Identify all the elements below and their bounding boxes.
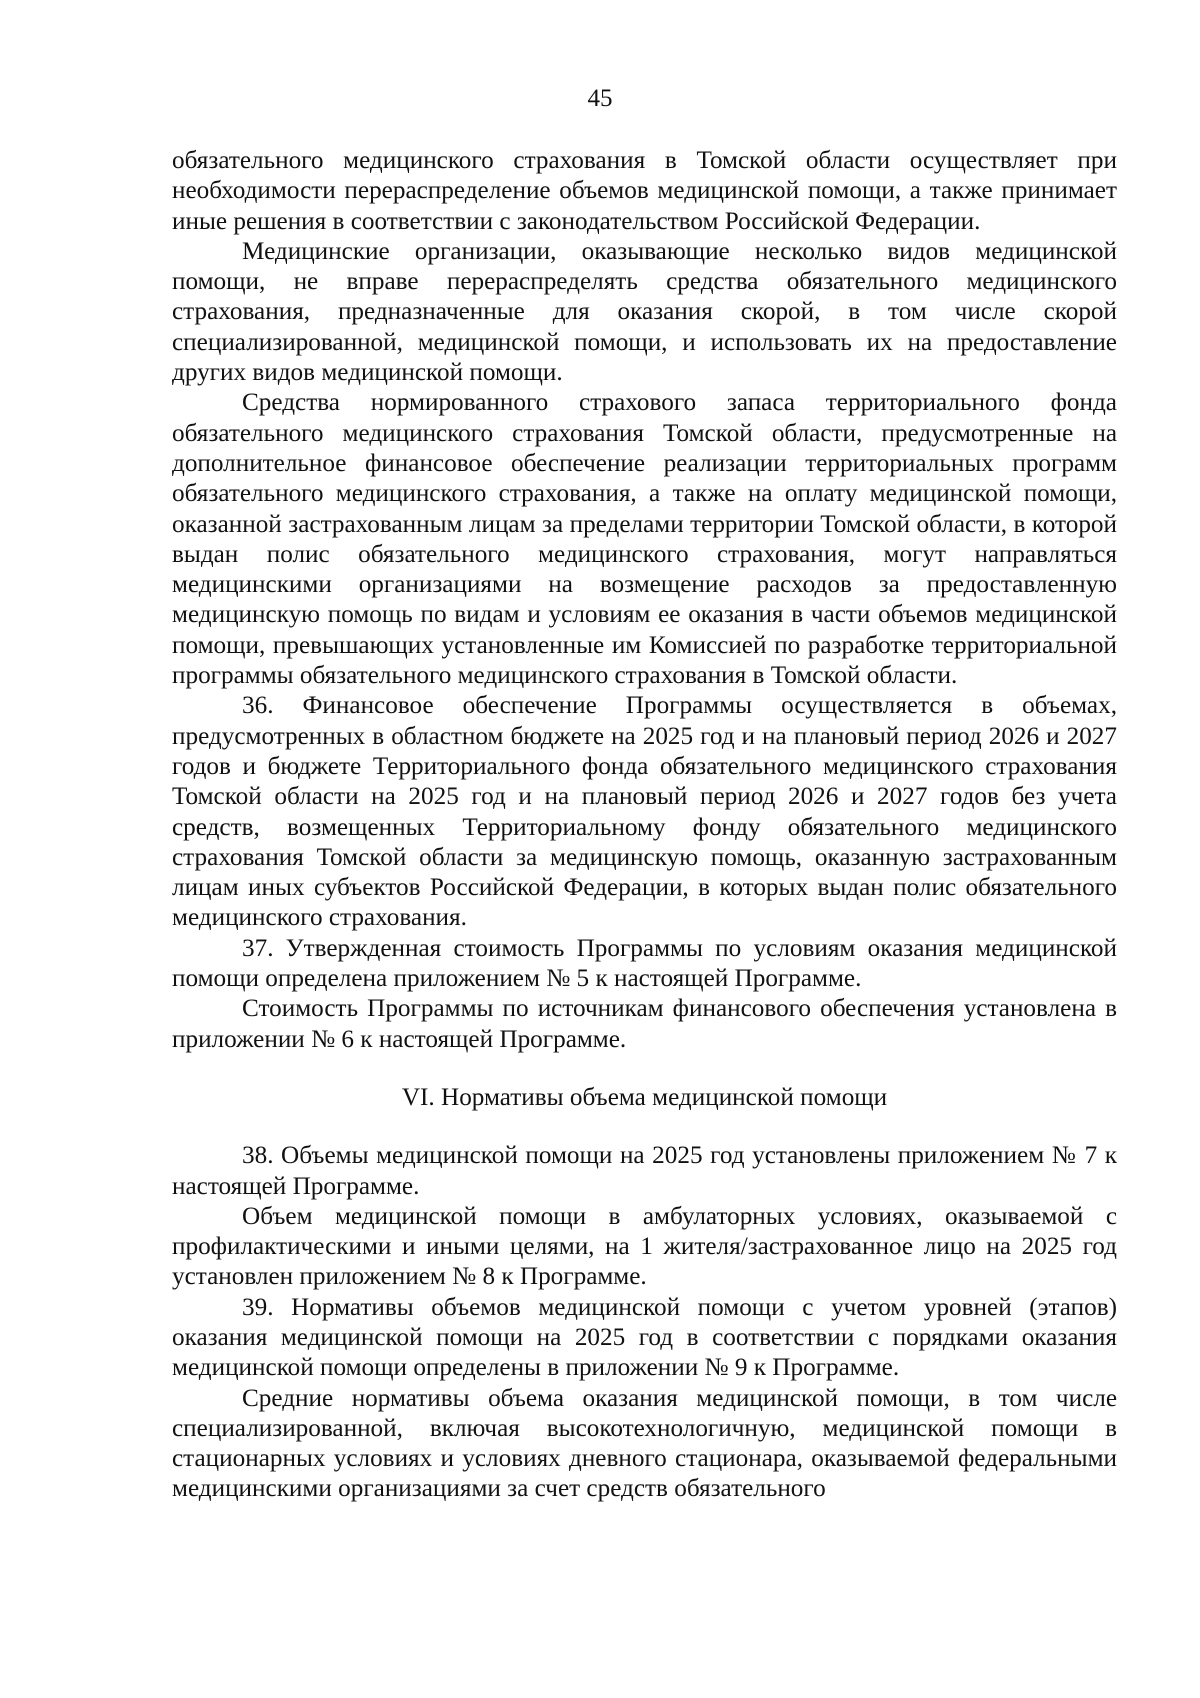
paragraph-item-37: 37. Утвержденная стоимость Программы по условиям оказания медицинской помощи определена приложением № 5 к настоящей Программе. xyxy=(172,934,1117,993)
page-number: 45 xyxy=(587,85,613,112)
paragraph-medical-organizations: Медицинские организации, оказывающие несколько видов медицинской помощи, не вправе перераспределять средства обязательного медицинского страхования, предназначенные для оказания скорой, в том числе скорой специализированной, медицинской помощи, и использовать их на предоставление других видов медицинской помощи. xyxy=(172,237,1117,387)
paragraph-program-cost: Стоимость Программы по источникам финансового обеспечения установлена в приложении № 6 к настоящей Программе. xyxy=(172,995,1117,1053)
paragraph-item-39: 39. Нормативы объемов медицинской помощи с учетом уровней (этапов) оказания медицинской помощи на 2025 год в соответствии с порядками оказания медицинской помощи определены в приложении № 9 к Программе. xyxy=(172,1293,1117,1382)
paragraph-average-norms: Средние нормативы объема оказания медицинской помощи, в том числе специализированной, включая высокотехнологичную, медицинской помощи в стационарных условиях и условиях дневного стационара, оказываемой федеральными медицинскими организациями за счет средств обязательного xyxy=(172,1384,1117,1503)
paragraph-item-38: 38. Объемы медицинской помощи на 2025 год установлены приложением № 7 к настоящей Программе. xyxy=(172,1142,1117,1200)
paragraph-continuation: обязательного медицинского страхования в Томской области осуществляет при необходимости перераспределение объемов медицинской помощи, а также принимает иные решения в соответствии с законодательством Российской Федерации. xyxy=(172,147,1117,235)
paragraph-insurance-reserve: Средства нормированного страхового запаса территориального фонда обязательного медицинского страхования Томской области, предусмотренные на дополнительное финансовое обеспечение реализации территориальных программ обязательного медицинского страхования, а также на оплату медицинской помощи, оказанной застрахованным лицам за пределами территории Томской области, в которой выдан полис обязательного медицинского страхования, могут направляться медицинскими организациями на возмещение расходов за предоставленную медицинскую помощь по видам и условиям ее оказания в части объемов медицинской помощи, превышающих установленные им Комиссией по разработке территориальной программы обязательного медицинского страхования в Томской области. xyxy=(172,389,1117,690)
document-body xyxy=(172,146,1117,1505)
section-heading: VI. Нормативы объема медицинской помощи xyxy=(401,1083,888,1111)
paragraph-item-36: 36. Финансовое обеспечение Программы осуществляется в объемах, предусмотренных в областном бюджете на 2025 год и на плановый период 2026 и 2027 годов и бюджете Территориального фонда обязательного медицинского страхования Томской области на 2025 год и на плановый период 2026 и 2027 годов без учета средств, возмещенных Территориальному фонду обязательного медицинского страхования Томской области за медицинскую помощь, оказанную застрахованным лицам иных субъектов Российской Федерации, в которых выдан полис обязательного медицинского страхования. xyxy=(172,692,1117,932)
paragraph-ambulatory-volume: Объем медицинской помощи в амбулаторных условиях, оказываемой с профилактическими и иными целями, на 1 жителя/застрахованное лицо на 2025 год установлен приложением № 8 к Программе. xyxy=(172,1202,1117,1291)
